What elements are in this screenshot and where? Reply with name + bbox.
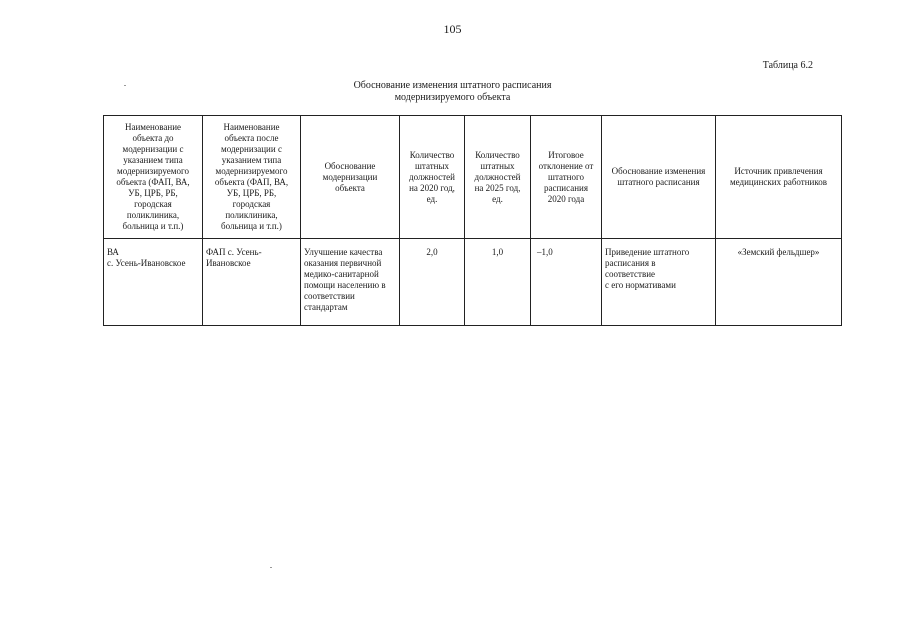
scan-speck: [270, 567, 272, 568]
table-title-line-1: Обоснование изменения штатного расписания: [353, 80, 552, 91]
table-header-row: [104, 116, 842, 239]
header-change-reason: Обоснование изменения штатного расписания: [602, 116, 716, 239]
table-title-line-2: модернизируемого объекта: [394, 92, 511, 103]
cell-change-reason: Приведение штатного расписания в соответствие с его нормативами: [602, 239, 716, 326]
cell-staff-2025: 1,0: [465, 239, 531, 326]
cell-staff-2020: 2,0: [400, 239, 465, 326]
header-justification: Обоснование модернизации объекта: [301, 116, 400, 239]
cell-source: «Земский фельдшер»: [716, 239, 842, 326]
cell-deviation: –1,0: [531, 239, 602, 326]
table-label: Таблица 6.2: [762, 60, 813, 71]
cell-object-before: ВА с. Усень-Ивановское: [104, 239, 203, 326]
header-object-before: Наименование объекта до модернизации с указанием типа модернизируемого объекта (ФАП, ВА, УБ, ЦРБ, РБ, городская поликлиника, больница и т.п.): [104, 116, 203, 239]
header-staff-2020: Количество штатных должностей на 2020 год, ед.: [400, 116, 465, 239]
header-staff-2025: Количество штатных должностей на 2025 год, ед.: [465, 116, 531, 239]
cell-justification: Улучшение качества оказания первичной медико-санитарной помощи населению в соответствии стандартам: [301, 239, 400, 326]
scan-speck: [124, 85, 126, 86]
cell-object-after: ФАП с. Усень- Ивановское: [203, 239, 301, 326]
table-title: [0, 80, 905, 104]
header-source: Источник привлечения медицинских работников: [716, 116, 842, 239]
staffing-table: [103, 115, 842, 326]
table-row: [104, 239, 842, 326]
header-object-after: Наименование объекта после модернизации с указанием типа модернизируемого объекта (ФАП, ВА, УБ, ЦРБ, РБ, городская поликлиника, больница и т.п.): [203, 116, 301, 239]
header-deviation: Итоговое отклонение от штатного расписания 2020 года: [531, 116, 602, 239]
page-number: 105: [443, 22, 462, 36]
